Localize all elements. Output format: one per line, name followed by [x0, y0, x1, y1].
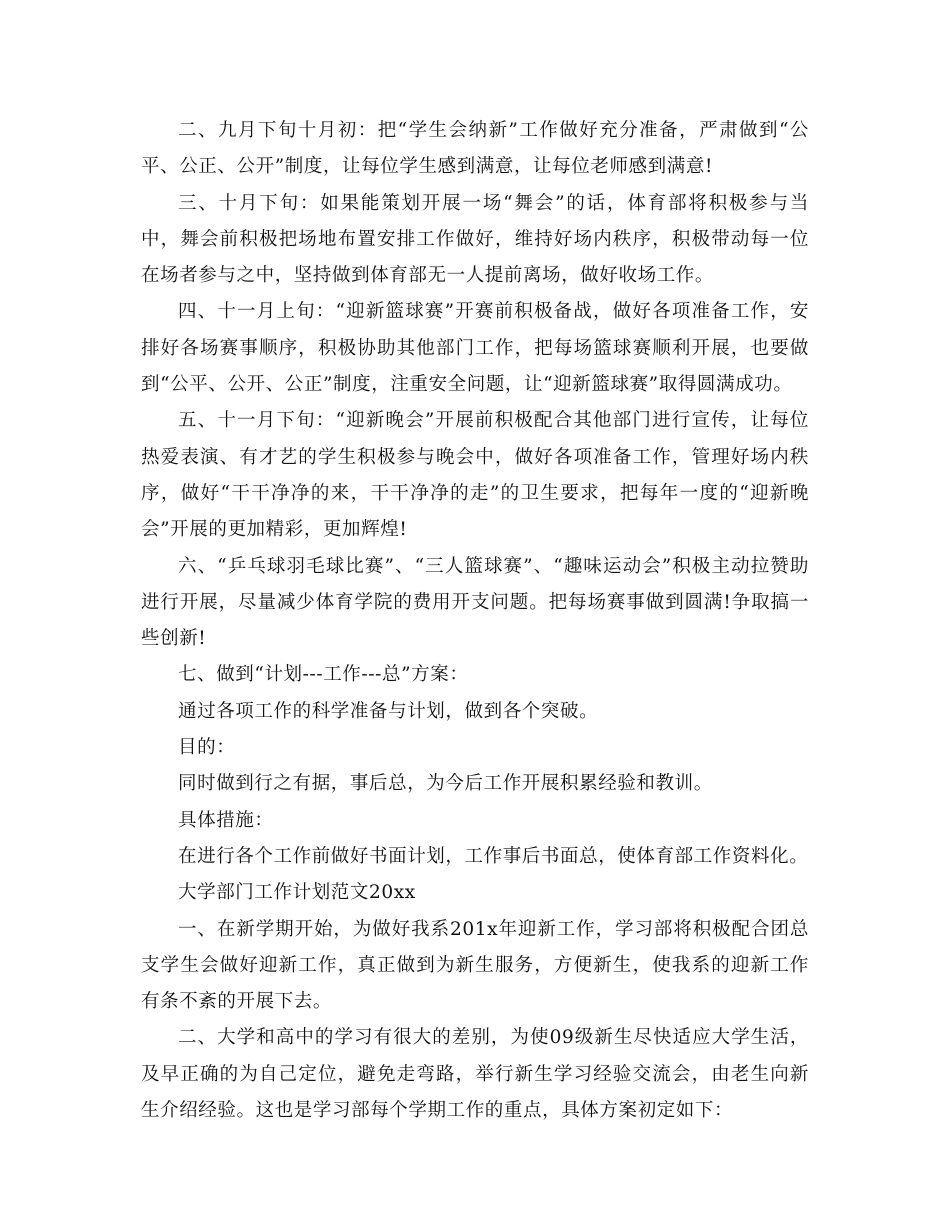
paragraph-plan-text: 通过各项工作的科学准备与计划，做到各个突破。 [178, 700, 599, 722]
document-body [141, 113, 809, 1129]
section-title: 大学部门工作计划范文20xx [178, 882, 416, 904]
paragraph-section-3: 三、十月下旬：如果能策划开展一场“舞会”的话，体育部将积极参与当中，舞会前积极把场地布置安排工作做好，维持好场内秩序，积极带动每一位在场者参与之中，坚持做到体育部无一人提前离场，做好收场工作。 [141, 192, 809, 287]
paragraph-section-2: 二、九月下旬十月初：把“学生会纳新”工作做好充分准备，严肃做到“公平、公正、公开”制度，让每位学生感到满意，让每位老师感到满意! [141, 120, 809, 178]
paragraph-measures-heading: 具体措施： [178, 809, 274, 831]
paragraph-purpose-text: 同时做到行之有据，事后总，为今后工作开展积累经验和教训。 [178, 773, 713, 795]
paragraph-section-4: 四、十一月上旬：“迎新篮球赛”开赛前积极备战，做好各项准备工作，安排好各场赛事顺序，积极协助其他部门工作，把每场篮球赛顺利开展，也要做到“公平、公开、公正”制度，注重安全问题，让“迎新篮球赛”取得圆满成功。 [141, 301, 809, 396]
paragraph-measures-text: 在进行各个工作前做好书面计划，工作事后书面总，使体育部工作资料化。 [178, 845, 809, 867]
paragraph-section-7: 七、做到“计划---工作---总”方案： [178, 664, 469, 686]
paragraph-study-1: 一、在新学期开始，为做好我系201x年迎新工作，学习部将积极配合团总支学生会做好迎新工作，真正做到为新生服务，方便新生，使我系的迎新工作有条不紊的开展下去。 [141, 918, 809, 1013]
paragraph-section-5: 五、十一月下旬：“迎新晚会”开展前积极配合其他部门进行宣传，让每位热爱表演、有才艺的学生积极参与晚会中，做好各项准备工作，管理好场内秩序，做好“干干净净的来，干干净净的走”的卫生要求，把每年一度的“迎新晚会”开展的更加精彩，更加辉煌! [141, 410, 809, 541]
paragraph-purpose-heading: 目的： [178, 737, 236, 759]
paragraph-section-6: 六、“乒乓球羽毛球比赛”、“三人篮球赛”、“趣味运动会”积极主动拉赞助进行开展，尽量减少体育学院的费用开支问题。把每场赛事做到圆满!争取搞一些创新! [141, 555, 809, 650]
paragraph-study-2: 二、大学和高中的学习有很大的差别，为使09级新生尽快适应大学生活，及早正确的为自己定位，避免走弯路，举行新生学习经验交流会，由老生向新生介绍经验。这也是学习部每个学期工作的重点，具体方案初定如下： [141, 1027, 809, 1122]
